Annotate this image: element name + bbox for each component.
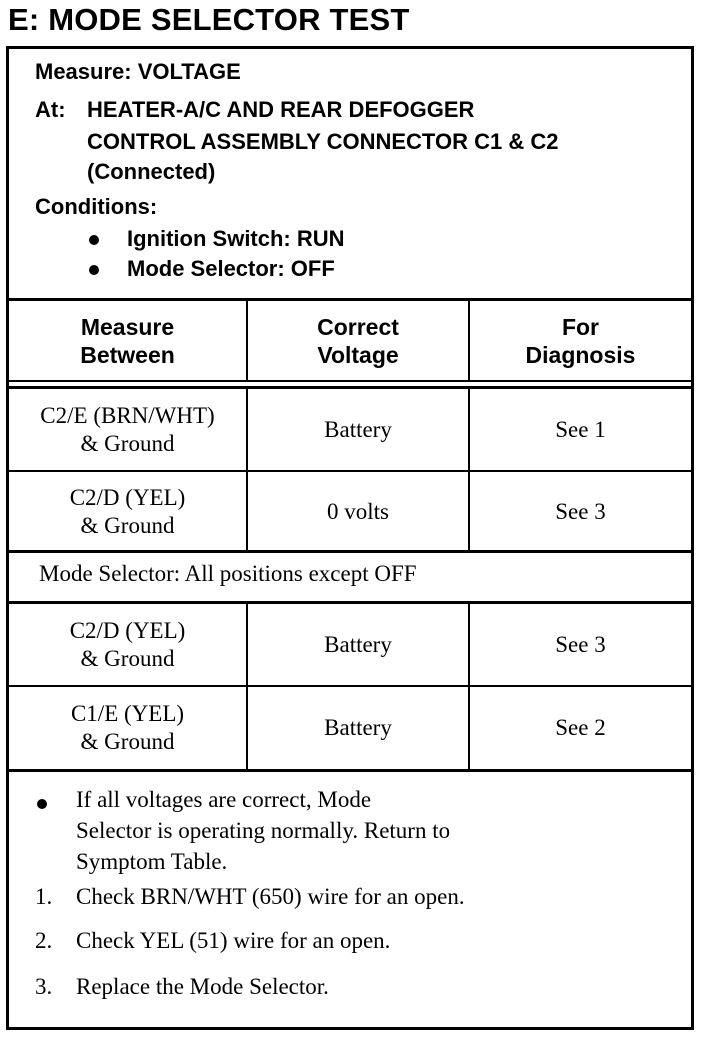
condition-item: Ignition Switch: RUN xyxy=(127,226,345,251)
step-text: Check BRN/WHT (650) wire for an open. xyxy=(76,884,465,909)
table-row-cell-voltage: Battery xyxy=(324,715,392,740)
measure-line xyxy=(35,59,241,85)
table-row-cell-between: C1/E (YEL) & Ground xyxy=(70,701,185,754)
column-divider xyxy=(468,389,470,551)
table-row-cell-between: C2/D (YEL) & Ground xyxy=(69,484,186,538)
measure-value: VOLTAGE xyxy=(137,59,241,84)
column-divider xyxy=(468,604,470,770)
table-row-cell-diagnosis: See 3 xyxy=(555,498,606,524)
table-row-cell-voltage: Battery xyxy=(324,417,392,442)
table-row-cell-between: C2/D (YEL) & Ground xyxy=(69,618,186,671)
column-divider xyxy=(246,301,248,381)
step-number: 2. xyxy=(35,928,53,953)
column-divider xyxy=(246,389,248,551)
step-text: Replace the Mode Selector. xyxy=(76,974,329,999)
table-row-cell-diagnosis: See 1 xyxy=(555,417,606,442)
bullet-icon xyxy=(37,799,47,809)
page-title: E: MODE SELECTOR TEST xyxy=(8,2,410,37)
conditions-label: Conditions: xyxy=(35,194,158,219)
step-number: 1. xyxy=(35,884,53,909)
step-text: Check YEL (51) wire for an open. xyxy=(76,928,391,953)
condition-item: Mode Selector: OFF xyxy=(127,256,335,281)
bullet-icon xyxy=(89,265,99,275)
at-label: At: xyxy=(35,97,66,122)
table-row-cell-diagnosis: See 3 xyxy=(555,632,606,657)
note-line: Selector is operating normally. Return to xyxy=(76,818,451,843)
note-line: Symptom Table. xyxy=(76,849,228,874)
table-row-cell-diagnosis: See 2 xyxy=(555,715,606,740)
at-line-2: CONTROL ASSEMBLY CONNECTOR C1 & C2 xyxy=(87,129,559,154)
table-row-cell-between: C2/E (BRN/WHT) & Ground xyxy=(40,403,215,456)
test-box xyxy=(6,46,694,1030)
step-number: 3. xyxy=(35,974,53,999)
column-divider xyxy=(246,604,248,770)
column-divider xyxy=(468,301,470,381)
mode-selector-subheader: Mode Selector: All positions except OFF xyxy=(39,561,417,586)
header-measure-between: Measure Between xyxy=(80,314,175,368)
measure-label: Measure: xyxy=(35,59,132,84)
divider xyxy=(9,380,691,382)
measure-section xyxy=(9,49,691,299)
at-line-1: HEATER-A/C AND REAR DEFOGGER xyxy=(87,97,475,122)
header-correct-voltage: Correct Voltage xyxy=(317,314,399,368)
bullet-icon xyxy=(89,235,99,245)
header-for-diagnosis: For Diagnosis xyxy=(525,314,636,368)
table-row-cell-voltage: 0 volts xyxy=(327,498,389,524)
at-line-3: (Connected) xyxy=(87,159,216,184)
note-line: If all voltages are correct, Mode xyxy=(76,787,372,812)
divider xyxy=(9,550,691,553)
notes-section xyxy=(9,772,691,1030)
table-row-cell-voltage: Battery xyxy=(324,632,392,657)
